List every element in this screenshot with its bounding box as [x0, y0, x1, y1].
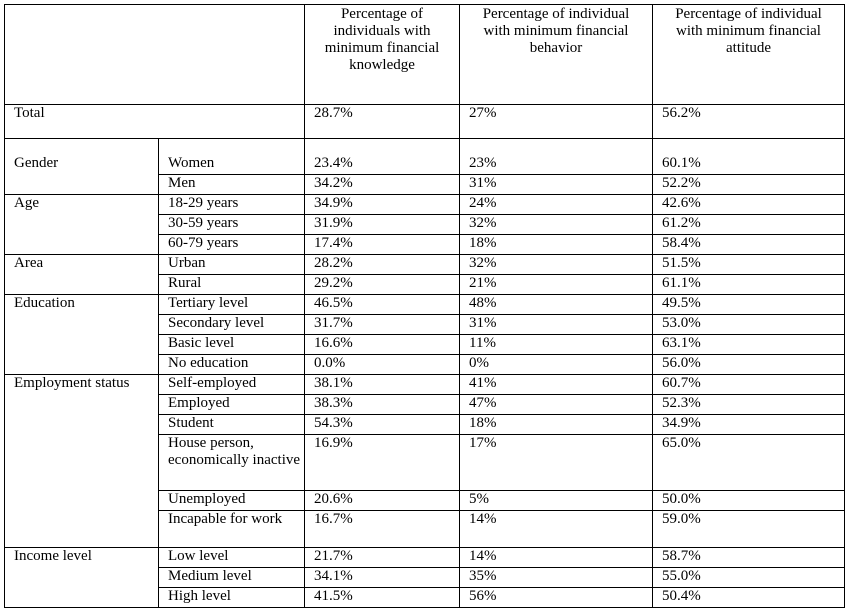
cell-behavior: 23%: [460, 139, 653, 175]
total-attitude: 56.2%: [653, 105, 845, 139]
cell-category: 60-79 years: [159, 235, 305, 255]
cell-knowledge: 23.4%: [305, 139, 460, 175]
cell-category: Rural: [159, 275, 305, 295]
group-label: Income level: [5, 548, 159, 608]
cell-attitude: 52.2%: [653, 175, 845, 195]
cell-category: Tertiary level: [159, 295, 305, 315]
cell-behavior: 24%: [460, 195, 653, 215]
cell-behavior: 14%: [460, 548, 653, 568]
total-behavior: 27%: [460, 105, 653, 139]
cell-knowledge: 31.7%: [305, 315, 460, 335]
cell-category: Self-employed: [159, 375, 305, 395]
cell-attitude: 58.4%: [653, 235, 845, 255]
cell-category: Basic level: [159, 335, 305, 355]
cell-category: 30-59 years: [159, 215, 305, 235]
cell-behavior: 11%: [460, 335, 653, 355]
cell-attitude: 49.5%: [653, 295, 845, 315]
group-label: Education: [5, 295, 159, 375]
cell-attitude: 50.4%: [653, 588, 845, 608]
cell-knowledge: 34.9%: [305, 195, 460, 215]
cell-knowledge: 29.2%: [305, 275, 460, 295]
cell-attitude: 61.1%: [653, 275, 845, 295]
cell-behavior: 35%: [460, 568, 653, 588]
cell-knowledge: 17.4%: [305, 235, 460, 255]
cell-behavior: 14%: [460, 511, 653, 548]
cell-category: Medium level: [159, 568, 305, 588]
cell-knowledge: 16.9%: [305, 435, 460, 491]
cell-knowledge: 38.1%: [305, 375, 460, 395]
cell-behavior: 31%: [460, 175, 653, 195]
cell-knowledge: 21.7%: [305, 548, 460, 568]
table-row: [5, 375, 845, 395]
cell-behavior: 18%: [460, 235, 653, 255]
cell-attitude: 51.5%: [653, 255, 845, 275]
header-blank-cell: [5, 5, 305, 105]
table-row: [5, 195, 845, 215]
total-knowledge: 28.7%: [305, 105, 460, 139]
group-label: Age: [5, 195, 159, 255]
cell-knowledge: 16.7%: [305, 511, 460, 548]
cell-knowledge: 20.6%: [305, 491, 460, 511]
header-behavior: Percentage of individual with minimum financial behavior: [460, 5, 653, 105]
cell-attitude: 61.2%: [653, 215, 845, 235]
cell-behavior: 31%: [460, 315, 653, 335]
cell-category: Low level: [159, 548, 305, 568]
header-knowledge: Percentage of individuals with minimum financial knowledge: [305, 5, 460, 105]
cell-category: Secondary level: [159, 315, 305, 335]
cell-knowledge: 34.1%: [305, 568, 460, 588]
cell-category: Employed: [159, 395, 305, 415]
cell-behavior: 21%: [460, 275, 653, 295]
cell-attitude: 63.1%: [653, 335, 845, 355]
cell-knowledge: 38.3%: [305, 395, 460, 415]
cell-knowledge: 41.5%: [305, 588, 460, 608]
cell-attitude: 53.0%: [653, 315, 845, 335]
table-row: [5, 255, 845, 275]
cell-attitude: 50.0%: [653, 491, 845, 511]
table-row: [5, 548, 845, 568]
table-row: [5, 295, 845, 315]
cell-behavior: 5%: [460, 491, 653, 511]
cell-behavior: 32%: [460, 255, 653, 275]
cell-knowledge: 31.9%: [305, 215, 460, 235]
cell-category: Unemployed: [159, 491, 305, 511]
cell-behavior: 32%: [460, 215, 653, 235]
cell-knowledge: 54.3%: [305, 415, 460, 435]
cell-attitude: 58.7%: [653, 548, 845, 568]
cell-behavior: 56%: [460, 588, 653, 608]
total-row: [5, 105, 845, 139]
cell-category: Incapable for work: [159, 511, 305, 548]
header-row: [5, 5, 845, 105]
cell-category: Student: [159, 415, 305, 435]
cell-category: Urban: [159, 255, 305, 275]
cell-behavior: 48%: [460, 295, 653, 315]
cell-attitude: 42.6%: [653, 195, 845, 215]
cell-knowledge: 28.2%: [305, 255, 460, 275]
cell-category: Women: [159, 139, 305, 175]
cell-category: High level: [159, 588, 305, 608]
table-row: [5, 139, 845, 175]
cell-behavior: 47%: [460, 395, 653, 415]
cell-attitude: 55.0%: [653, 568, 845, 588]
cell-attitude: 52.3%: [653, 395, 845, 415]
cell-behavior: 17%: [460, 435, 653, 491]
cell-knowledge: 34.2%: [305, 175, 460, 195]
cell-attitude: 60.1%: [653, 139, 845, 175]
cell-category: No education: [159, 355, 305, 375]
cell-attitude: 60.7%: [653, 375, 845, 395]
cell-category: House person, economically inactive: [159, 435, 305, 491]
group-label: Gender: [5, 139, 159, 195]
cell-attitude: 65.0%: [653, 435, 845, 491]
header-attitude: Percentage of individual with minimum financial attitude: [653, 5, 845, 105]
cell-attitude: 59.0%: [653, 511, 845, 548]
cell-behavior: 18%: [460, 415, 653, 435]
total-label: Total: [5, 105, 305, 139]
group-label: Area: [5, 255, 159, 295]
cell-behavior: 0%: [460, 355, 653, 375]
cell-attitude: 56.0%: [653, 355, 845, 375]
cell-knowledge: 0.0%: [305, 355, 460, 375]
cell-category: 18-29 years: [159, 195, 305, 215]
group-label: Employment status: [5, 375, 159, 548]
cell-knowledge: 46.5%: [305, 295, 460, 315]
cell-knowledge: 16.6%: [305, 335, 460, 355]
cell-behavior: 41%: [460, 375, 653, 395]
financial-literacy-table: [4, 4, 845, 608]
cell-category: Men: [159, 175, 305, 195]
cell-attitude: 34.9%: [653, 415, 845, 435]
